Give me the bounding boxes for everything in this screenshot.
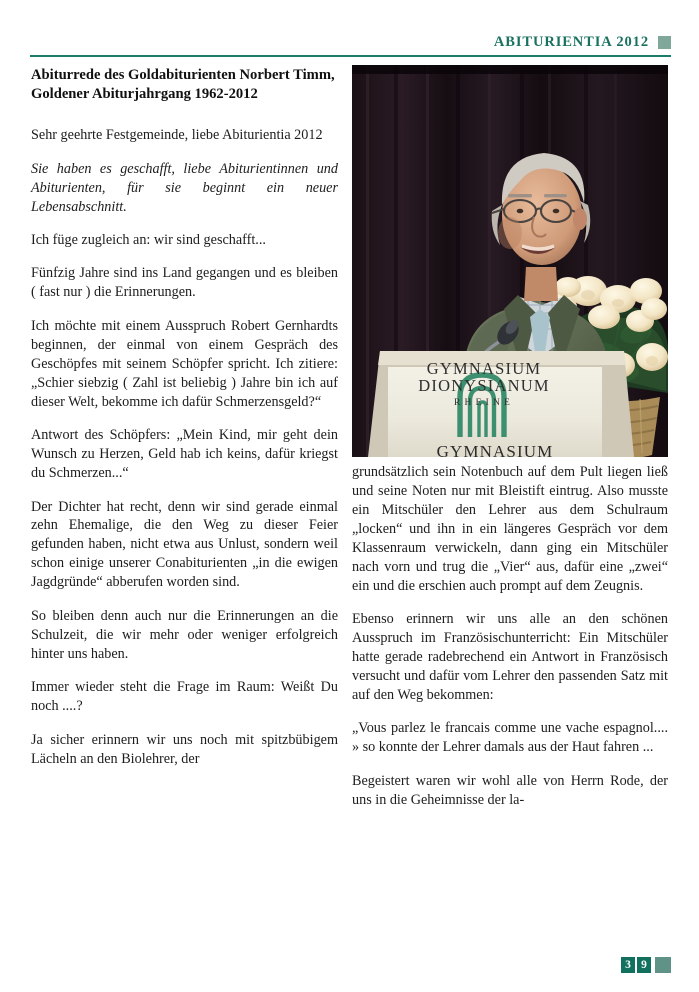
paragraph: Immer wieder steht die Frage im Raum: Weißt Du noch ....?: [31, 679, 338, 715]
paragraph: Ich möchte mit einem Ausspruch Robert Gernhardts beginnen, der einmal von einem Gespräch des Geschöpfes mit seinem Schöpfer spricht. Ich zitiere: „Schier siebzig ( Zahl ist beliebig ) Jahre bin ich auf dieser Welt, bekomme ich dafür Schmerzensgeld?“: [31, 317, 338, 410]
square-marker-icon: [658, 36, 671, 49]
paragraph: Ich füge zugleich an: wir sind geschafft...: [31, 232, 266, 249]
left-text-column: [31, 66, 338, 768]
running-head-title: ABITURIENTIA 2012: [493, 33, 649, 50]
banner-line-2: DIONYSIANUM: [418, 376, 550, 396]
page-number-digit: 9: [637, 957, 651, 973]
svg-text:GYMNASIUM: GYMNASIUM: [436, 442, 554, 457]
page-number-folio: [0, 957, 671, 973]
running-head: [30, 30, 671, 54]
photograph-graphic: [352, 65, 668, 457]
paragraph: Der Dichter hat recht, denn wir sind gerade einmal zehn Ehemalige, die den Weg zu dieser Feier gefunden haben, nicht etwa aus Unlust, sondern weil schon einige unserer Conabiturienten „in die ewigen Jagdgründe“ abberufen worden sind.: [31, 498, 338, 591]
right-text-column: [352, 463, 668, 810]
speaker-photograph: [352, 65, 668, 457]
paragraph: „Vous parlez le francais comme une vache espagnol.... » so konnte der Lehrer damals aus der Haut fahren ...: [352, 720, 668, 756]
paragraph: Fünfzig Jahre sind ins Land gegangen und es bleiben ( fast nur ) die Erinnerungen.: [31, 265, 338, 301]
paragraph: Sehr geehrte Festgemeinde, liebe Abiturientia 2012: [31, 127, 323, 144]
paragraph: Antwort des Schöpfers: „Mein Kind, mir geht dein Wunsch zu Herzen, Geld hab ich keins, dafür kriegst du Schmerzen...“: [31, 427, 338, 482]
paragraph: Ebenso erinnern wir uns alle an den schönen Ausspruch im Französischunterricht: Ein Mitschüler hatte gerade radebrechend ein Antwort in Französisch versucht und dafür vom Lehrer den passenden Satz mit auf den Weg bekommen:: [352, 611, 668, 703]
article-headline: Abiturrede des Goldabiturienten Norbert Timm, Goldener Abiturjahrgang 1962-2012: [31, 67, 335, 103]
banner-line-1: GYMNASIUM: [426, 359, 542, 378]
header-divider: [30, 55, 671, 57]
paragraph-emphasis: Sie haben es geschafft, liebe Abiturientinnen und Abiturienten, für sie beginnt ein neuer Lebensabschnitt.: [31, 160, 338, 215]
square-marker-icon: [655, 957, 671, 973]
lectern-banner: [368, 351, 634, 457]
paragraph: Begeistert waren wir wohl alle von Herrn Rode, der uns in die Geheimnisse der la-: [352, 772, 668, 808]
page-number-digit: 3: [621, 957, 635, 973]
paragraph: grundsätzlich sein Notenbuch auf dem Pult liegen ließ und seine Noten nur mit Bleistift eintrug. Also musste ein Mitschüler den Lehrer aus dem Schulraum „locken“ und ihn in ein längeres Gespräch vor dem Klassenraum verwickeln, dann ging ein Mitschüler nach vorn und trug die „Vier“ aus, dafür eine „zwei“ ein und die erschien auch prompt auf dem Zeugnis.: [352, 464, 668, 594]
paragraph: So bleiben denn auch nur die Erinnerungen an die Schulzeit, die wir mehr oder weniger erfolgreich hinter uns haben.: [31, 607, 338, 662]
paragraph: Ja sicher erinnern wir uns noch mit spitzbübigem Lächeln an den Biolehrer, der: [31, 731, 338, 767]
banner-line-3: RHEINE: [453, 397, 515, 408]
